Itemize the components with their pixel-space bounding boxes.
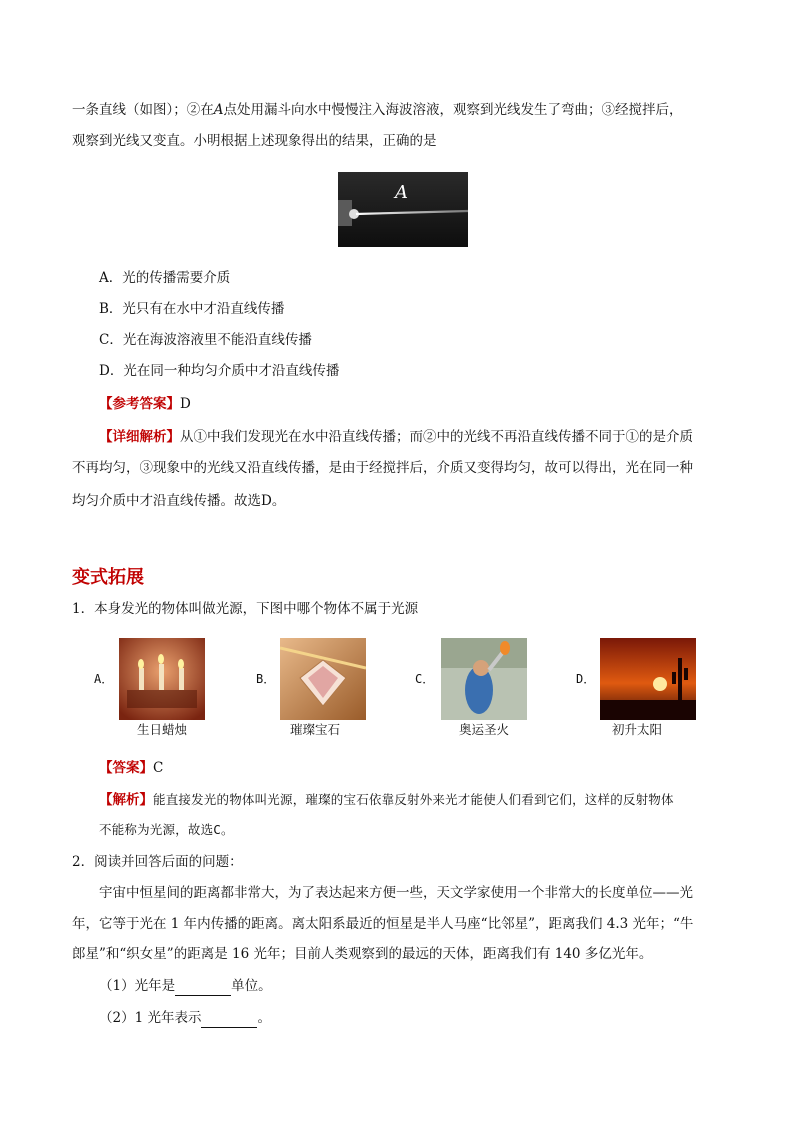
gemstone-svg [280, 638, 366, 720]
intro-line-1 [72, 100, 683, 120]
q1-stem: 1．本身发光的物体叫做光源，下图中哪个物体不属于光源 [72, 601, 419, 617]
q1-option-c-caption: 奥运圣火 [458, 722, 509, 737]
rising-sun-image [600, 638, 696, 720]
candles-svg [119, 638, 205, 720]
q2-paragraph-line-1: 宇宙中恒星间的距离都非常大，为了表达起来方便一些，天文学家使用一个非常大的长度单位——光 [99, 885, 693, 901]
q2-subquestion-1 [99, 976, 272, 996]
olympic-torch-image [441, 638, 527, 720]
q2-stem: 2．阅读并回答后面的问题： [72, 854, 243, 870]
q1-analysis-line-1 [99, 790, 674, 810]
reference-answer-value: D [180, 396, 191, 412]
reference-answer-label: 【参考答案】 [99, 396, 180, 412]
figure-point-label: A [395, 182, 408, 203]
q2-paragraph-line-3: 郎星”和“织女星”的距离是 16 光年；目前人类观察到的最远的天体，距离我们有 140 多亿光年。 [72, 946, 653, 962]
section-title: 变式拓展 [72, 567, 144, 588]
q1-option-a-letter: A． [94, 672, 114, 686]
torch-svg [441, 638, 527, 720]
sunrise-svg [600, 638, 696, 720]
q1-option-b-letter: B． [256, 672, 276, 686]
q2-sub1-blank[interactable] [175, 981, 231, 996]
q1-analysis-text-1: 能直接发光的物体叫光源，璀璨的宝石依靠反射外来光才能使人们看到它们，这样的反射物体 [153, 792, 674, 807]
intro-line-2: 观察到光线又变直。小明根据上述现象得出的结果，正确的是 [72, 133, 437, 149]
q1-option-d-letter: D． [576, 672, 596, 686]
q1-option-a-caption: 生日蜡烛 [136, 722, 187, 737]
gemstone-image [280, 638, 366, 720]
intro-text-a: 一条直线（如图）；②在 [72, 102, 214, 118]
choice-b: B．光只有在水中才沿直线传播 [99, 301, 285, 317]
choice-d: D．光在同一种均匀介质中才沿直线传播 [99, 363, 340, 379]
q1-option-b-caption: 璀璨宝石 [289, 722, 340, 737]
analysis-text-1: 从①中我们发现光在水中沿直线传播；而②中的光线不再沿直线传播不同于①的是介质 [180, 429, 693, 445]
reference-answer [99, 394, 191, 414]
analysis-line-1 [99, 427, 693, 447]
analysis-line-3: 均匀介质中才沿直线传播。故选D。 [72, 493, 286, 509]
q1-answer [99, 758, 163, 778]
q2-sub2-text: （2）1 光年表示 [99, 1010, 202, 1026]
q1-option-d-caption: 初升太阳 [611, 722, 662, 737]
light-beam-figure [338, 172, 468, 247]
q2-sub2-suffix: 。 [257, 1010, 271, 1026]
q2-sub2-blank[interactable] [201, 1013, 257, 1028]
q2-subquestion-2 [99, 1008, 271, 1028]
q1-answer-label: 【答案】 [99, 760, 153, 776]
q2-sub1-text: （1）光年是 [99, 978, 176, 994]
analysis-label: 【详细解析】 [99, 429, 180, 445]
q2-sub1-suffix: 单位。 [231, 978, 272, 994]
analysis-line-2: 不再均匀，③现象中的光线又沿直线传播，是由于经搅拌后，介质又变得均匀，故可以得出，光在同一种 [72, 460, 693, 476]
q1-analysis-line-2: 不能称为光源，故选C。 [99, 822, 234, 837]
intro-text-b: 点处用漏斗向水中慢慢注入海波溶液，观察到光线发生了弯曲；③经搅拌后， [223, 102, 683, 118]
q2-paragraph-line-2: 年，它等于光在 1 年内传播的距离。离太阳系最近的恒星是半人马座“比邻星”，距离我们 4.3 光年；“牛 [72, 916, 694, 932]
intro-variable: A [213, 102, 224, 118]
q1-option-c-letter: C． [415, 672, 435, 686]
q1-answer-value: C [153, 760, 164, 776]
choice-c: C．光在海波溶液里不能沿直线传播 [99, 332, 312, 348]
choice-a: A．光的传播需要介质 [99, 270, 231, 286]
birthday-candles-image [119, 638, 205, 720]
q1-analysis-label: 【解析】 [99, 792, 153, 808]
